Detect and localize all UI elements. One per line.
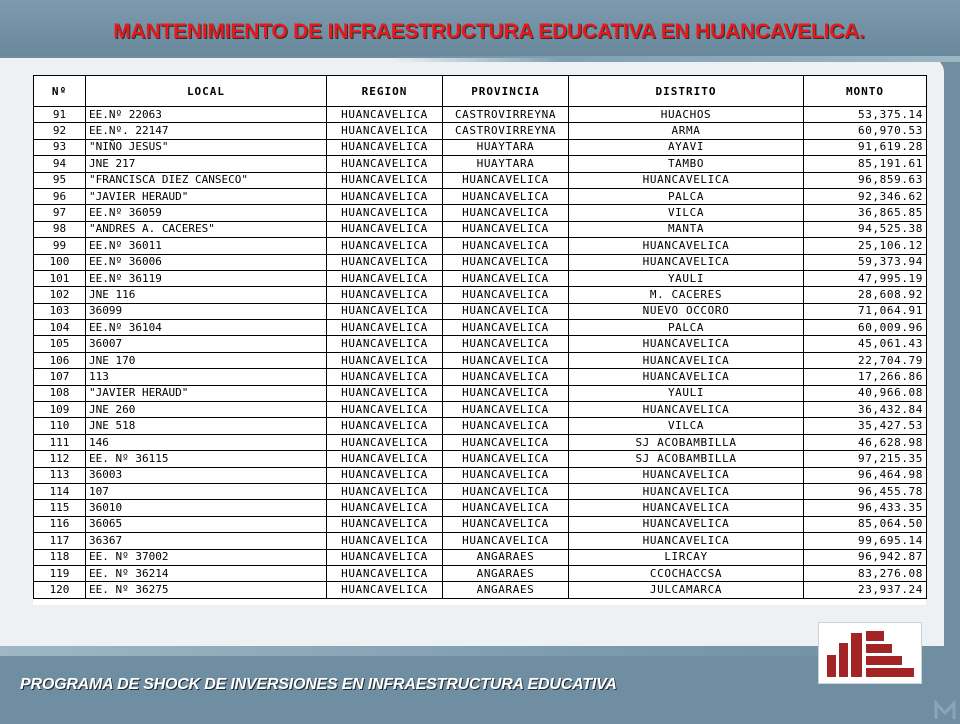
cell-provincia: ANGARAES [443, 565, 569, 581]
cell-monto: 23,937.24 [804, 582, 927, 598]
table-row [34, 221, 927, 237]
table-row [34, 434, 927, 450]
table-row [34, 483, 927, 499]
cell-region: HUANCAVELICA [327, 516, 443, 532]
cell-provincia: HUANCAVELICA [443, 336, 569, 352]
cell-distrito: AYAVI [569, 139, 804, 155]
cell-local: JNE 260 [86, 402, 327, 418]
cell-num: 94 [34, 156, 86, 172]
cell-distrito: SJ ACOBAMBILLA [569, 451, 804, 467]
table-row [34, 402, 927, 418]
cell-num: 111 [34, 434, 86, 450]
cell-num: 95 [34, 172, 86, 188]
table-row [34, 451, 927, 467]
cell-distrito: MANTA [569, 221, 804, 237]
cell-distrito: ARMA [569, 123, 804, 139]
cell-num: 103 [34, 303, 86, 319]
cell-num: 105 [34, 336, 86, 352]
cell-region: HUANCAVELICA [327, 418, 443, 434]
cell-local: EE. Nº 36275 [86, 582, 327, 598]
cell-num: 97 [34, 205, 86, 221]
cell-distrito: PALCA [569, 188, 804, 204]
cell-local: EE.Nº 22063 [86, 107, 327, 123]
header-provincia: PROVINCIA [443, 76, 569, 107]
cell-distrito: YAULI [569, 270, 804, 286]
table-row [34, 369, 927, 385]
cell-monto: 96,464.98 [804, 467, 927, 483]
header-region: REGION [327, 76, 443, 107]
table-row [34, 565, 927, 581]
table-row [34, 254, 927, 270]
cell-distrito: LIRCAY [569, 549, 804, 565]
cell-num: 93 [34, 139, 86, 155]
cell-region: HUANCAVELICA [327, 172, 443, 188]
cell-region: HUANCAVELICA [327, 238, 443, 254]
cell-provincia: HUANCAVELICA [443, 516, 569, 532]
cell-monto: 36,865.85 [804, 205, 927, 221]
table-row [34, 205, 927, 221]
cell-local: "FRANCISCA DIEZ CANSECO" [86, 172, 327, 188]
cell-local: 36367 [86, 533, 327, 549]
cell-monto: 59,373.94 [804, 254, 927, 270]
cell-distrito: M. CACERES [569, 287, 804, 303]
cell-local: 36010 [86, 500, 327, 516]
cell-provincia: HUANCAVELICA [443, 287, 569, 303]
cell-local: EE.Nº 36059 [86, 205, 327, 221]
cell-num: 99 [34, 238, 86, 254]
cell-monto: 83,276.08 [804, 565, 927, 581]
cell-num: 104 [34, 320, 86, 336]
cell-provincia: HUANCAVELICA [443, 172, 569, 188]
cell-provincia: HUANCAVELICA [443, 352, 569, 368]
cell-distrito: CCOCHACCSA [569, 565, 804, 581]
cell-num: 117 [34, 533, 86, 549]
cell-region: HUANCAVELICA [327, 254, 443, 270]
cell-monto: 60,970.53 [804, 123, 927, 139]
cell-region: HUANCAVELICA [327, 434, 443, 450]
cell-monto: 85,064.50 [804, 516, 927, 532]
cell-num: 109 [34, 402, 86, 418]
cell-monto: 36,432.84 [804, 402, 927, 418]
cell-local: EE. Nº 37002 [86, 549, 327, 565]
data-table-container [33, 75, 926, 605]
cell-provincia: ANGARAES [443, 582, 569, 598]
corner-m-icon [934, 700, 956, 720]
cell-provincia: CASTROVIRREYNA [443, 107, 569, 123]
table-row [34, 238, 927, 254]
cell-distrito: HUANCAVELICA [569, 369, 804, 385]
cell-provincia: HUANCAVELICA [443, 238, 569, 254]
cell-monto: 60,009.96 [804, 320, 927, 336]
cell-region: HUANCAVELICA [327, 582, 443, 598]
table-row [34, 270, 927, 286]
cell-distrito: HUANCAVELICA [569, 533, 804, 549]
cell-local: "NIÑO JESUS" [86, 139, 327, 155]
table-row [34, 352, 927, 368]
cell-region: HUANCAVELICA [327, 287, 443, 303]
cell-region: HUANCAVELICA [327, 385, 443, 401]
cell-provincia: HUAYTARA [443, 139, 569, 155]
cell-provincia: HUANCAVELICA [443, 303, 569, 319]
cell-region: HUANCAVELICA [327, 303, 443, 319]
table-row [34, 582, 927, 598]
infrastructure-table [33, 75, 927, 599]
cell-monto: 17,266.86 [804, 369, 927, 385]
cell-distrito: NUEVO OCCORO [569, 303, 804, 319]
cell-distrito: HUANCAVELICA [569, 172, 804, 188]
cell-region: HUANCAVELICA [327, 188, 443, 204]
cell-num: 112 [34, 451, 86, 467]
cell-provincia: HUANCAVELICA [443, 188, 569, 204]
cell-provincia: HUANCAVELICA [443, 500, 569, 516]
cell-local: EE.Nº 36006 [86, 254, 327, 270]
table-row [34, 107, 927, 123]
cell-region: HUANCAVELICA [327, 483, 443, 499]
table-row [34, 336, 927, 352]
cell-local: JNE 116 [86, 287, 327, 303]
cell-local: EE.Nº 36011 [86, 238, 327, 254]
bar-brick-logo-icon [818, 622, 922, 684]
header-divider [390, 56, 960, 62]
cell-monto: 96,942.87 [804, 549, 927, 565]
cell-local: EE.Nº 36104 [86, 320, 327, 336]
cell-provincia: HUANCAVELICA [443, 221, 569, 237]
cell-num: 98 [34, 221, 86, 237]
cell-local: EE.Nº 36119 [86, 270, 327, 286]
cell-region: HUANCAVELICA [327, 156, 443, 172]
cell-distrito: HUANCAVELICA [569, 516, 804, 532]
cell-region: HUANCAVELICA [327, 500, 443, 516]
cell-local: JNE 518 [86, 418, 327, 434]
cell-local: "JAVIER HERAUD" [86, 188, 327, 204]
cell-provincia: HUANCAVELICA [443, 434, 569, 450]
cell-num: 91 [34, 107, 86, 123]
cell-region: HUANCAVELICA [327, 352, 443, 368]
cell-local: 36065 [86, 516, 327, 532]
cell-monto: 47,995.19 [804, 270, 927, 286]
cell-provincia: ANGARAES [443, 549, 569, 565]
table-row [34, 516, 927, 532]
cell-monto: 96,859.63 [804, 172, 927, 188]
cell-distrito: HUANCAVELICA [569, 336, 804, 352]
cell-distrito: VILCA [569, 205, 804, 221]
cell-num: 116 [34, 516, 86, 532]
cell-provincia: HUANCAVELICA [443, 402, 569, 418]
cell-local: 36003 [86, 467, 327, 483]
cell-local: "ANDRES A. CACERES" [86, 221, 327, 237]
cell-distrito: VILCA [569, 418, 804, 434]
cell-provincia: HUANCAVELICA [443, 533, 569, 549]
cell-region: HUANCAVELICA [327, 533, 443, 549]
cell-num: 100 [34, 254, 86, 270]
cell-local: 36099 [86, 303, 327, 319]
cell-local: 107 [86, 483, 327, 499]
table-row [34, 467, 927, 483]
cell-num: 92 [34, 123, 86, 139]
cell-num: 113 [34, 467, 86, 483]
cell-region: HUANCAVELICA [327, 123, 443, 139]
cell-provincia: HUANCAVELICA [443, 385, 569, 401]
table-row [34, 533, 927, 549]
cell-monto: 92,346.62 [804, 188, 927, 204]
cell-region: HUANCAVELICA [327, 549, 443, 565]
cell-monto: 96,455.78 [804, 483, 927, 499]
cell-num: 120 [34, 582, 86, 598]
cell-distrito: SJ ACOBAMBILLA [569, 434, 804, 450]
slide-title: MANTENIMIENTO DE INFRAESTRUCTURA EDUCATIVA EN HUANCAVELICA. [113, 20, 865, 43]
header-local: LOCAL [86, 76, 327, 107]
header-monto: MONTO [804, 76, 927, 107]
cell-distrito: HUANCAVELICA [569, 238, 804, 254]
cell-local: "JAVIER HERAUD" [86, 385, 327, 401]
cell-local: EE. Nº 36115 [86, 451, 327, 467]
cell-num: 101 [34, 270, 86, 286]
cell-monto: 40,966.08 [804, 385, 927, 401]
cell-local: 36007 [86, 336, 327, 352]
cell-region: HUANCAVELICA [327, 205, 443, 221]
cell-region: HUANCAVELICA [327, 139, 443, 155]
table-row [34, 172, 927, 188]
cell-provincia: HUANCAVELICA [443, 270, 569, 286]
cell-provincia: HUAYTARA [443, 156, 569, 172]
cell-local: EE.Nº. 22147 [86, 123, 327, 139]
footer-program-name: PROGRAMA DE SHOCK DE INVERSIONES EN INFRAESTRUCTURA EDUCATIVA [20, 676, 617, 693]
table-row [34, 303, 927, 319]
cell-region: HUANCAVELICA [327, 402, 443, 418]
cell-num: 108 [34, 385, 86, 401]
table-body [34, 107, 927, 599]
cell-monto: 46,628.98 [804, 434, 927, 450]
table-row [34, 188, 927, 204]
cell-local: EE. Nº 36214 [86, 565, 327, 581]
cell-num: 114 [34, 483, 86, 499]
cell-monto: 22,704.79 [804, 352, 927, 368]
table-row [34, 500, 927, 516]
cell-num: 106 [34, 352, 86, 368]
cell-provincia: CASTROVIRREYNA [443, 123, 569, 139]
cell-region: HUANCAVELICA [327, 451, 443, 467]
cell-monto: 96,433.35 [804, 500, 927, 516]
cell-local: JNE 170 [86, 352, 327, 368]
cell-monto: 28,608.92 [804, 287, 927, 303]
cell-distrito: HUANCAVELICA [569, 467, 804, 483]
cell-provincia: HUANCAVELICA [443, 254, 569, 270]
cell-monto: 25,106.12 [804, 238, 927, 254]
cell-num: 102 [34, 287, 86, 303]
cell-monto: 35,427.53 [804, 418, 927, 434]
cell-region: HUANCAVELICA [327, 221, 443, 237]
cell-monto: 91,619.28 [804, 139, 927, 155]
cell-region: HUANCAVELICA [327, 107, 443, 123]
cell-region: HUANCAVELICA [327, 467, 443, 483]
table-row [34, 156, 927, 172]
cell-local: JNE 217 [86, 156, 327, 172]
table-row [34, 287, 927, 303]
cell-provincia: HUANCAVELICA [443, 205, 569, 221]
cell-provincia: HUANCAVELICA [443, 320, 569, 336]
cell-region: HUANCAVELICA [327, 565, 443, 581]
cell-num: 110 [34, 418, 86, 434]
header-distrito: DISTRITO [569, 76, 804, 107]
cell-num: 115 [34, 500, 86, 516]
cell-num: 107 [34, 369, 86, 385]
cell-provincia: HUANCAVELICA [443, 451, 569, 467]
cell-monto: 99,695.14 [804, 533, 927, 549]
cell-monto: 45,061.43 [804, 336, 927, 352]
cell-num: 118 [34, 549, 86, 565]
cell-monto: 53,375.14 [804, 107, 927, 123]
cell-region: HUANCAVELICA [327, 320, 443, 336]
table-header-row [34, 76, 927, 107]
cell-distrito: HUANCAVELICA [569, 254, 804, 270]
cell-distrito: YAULI [569, 385, 804, 401]
cell-provincia: HUANCAVELICA [443, 418, 569, 434]
table-row [34, 385, 927, 401]
cell-distrito: JULCAMARCA [569, 582, 804, 598]
cell-local: 146 [86, 434, 327, 450]
header-num: Nº [34, 76, 86, 107]
cell-provincia: HUANCAVELICA [443, 467, 569, 483]
cell-distrito: HUACHOS [569, 107, 804, 123]
table-row [34, 418, 927, 434]
cell-provincia: HUANCAVELICA [443, 369, 569, 385]
cell-monto: 94,525.38 [804, 221, 927, 237]
cell-monto: 97,215.35 [804, 451, 927, 467]
cell-distrito: HUANCAVELICA [569, 483, 804, 499]
cell-num: 119 [34, 565, 86, 581]
cell-distrito: HUANCAVELICA [569, 500, 804, 516]
footer-divider [0, 646, 960, 656]
cell-num: 96 [34, 188, 86, 204]
table-row [34, 139, 927, 155]
table-row [34, 549, 927, 565]
cell-monto: 85,191.61 [804, 156, 927, 172]
cell-region: HUANCAVELICA [327, 369, 443, 385]
cell-distrito: PALCA [569, 320, 804, 336]
cell-provincia: HUANCAVELICA [443, 483, 569, 499]
cell-local: 113 [86, 369, 327, 385]
table-row [34, 320, 927, 336]
cell-distrito: HUANCAVELICA [569, 352, 804, 368]
cell-distrito: TAMBO [569, 156, 804, 172]
cell-monto: 71,064.91 [804, 303, 927, 319]
cell-region: HUANCAVELICA [327, 270, 443, 286]
table-row [34, 123, 927, 139]
cell-distrito: HUANCAVELICA [569, 402, 804, 418]
cell-region: HUANCAVELICA [327, 336, 443, 352]
